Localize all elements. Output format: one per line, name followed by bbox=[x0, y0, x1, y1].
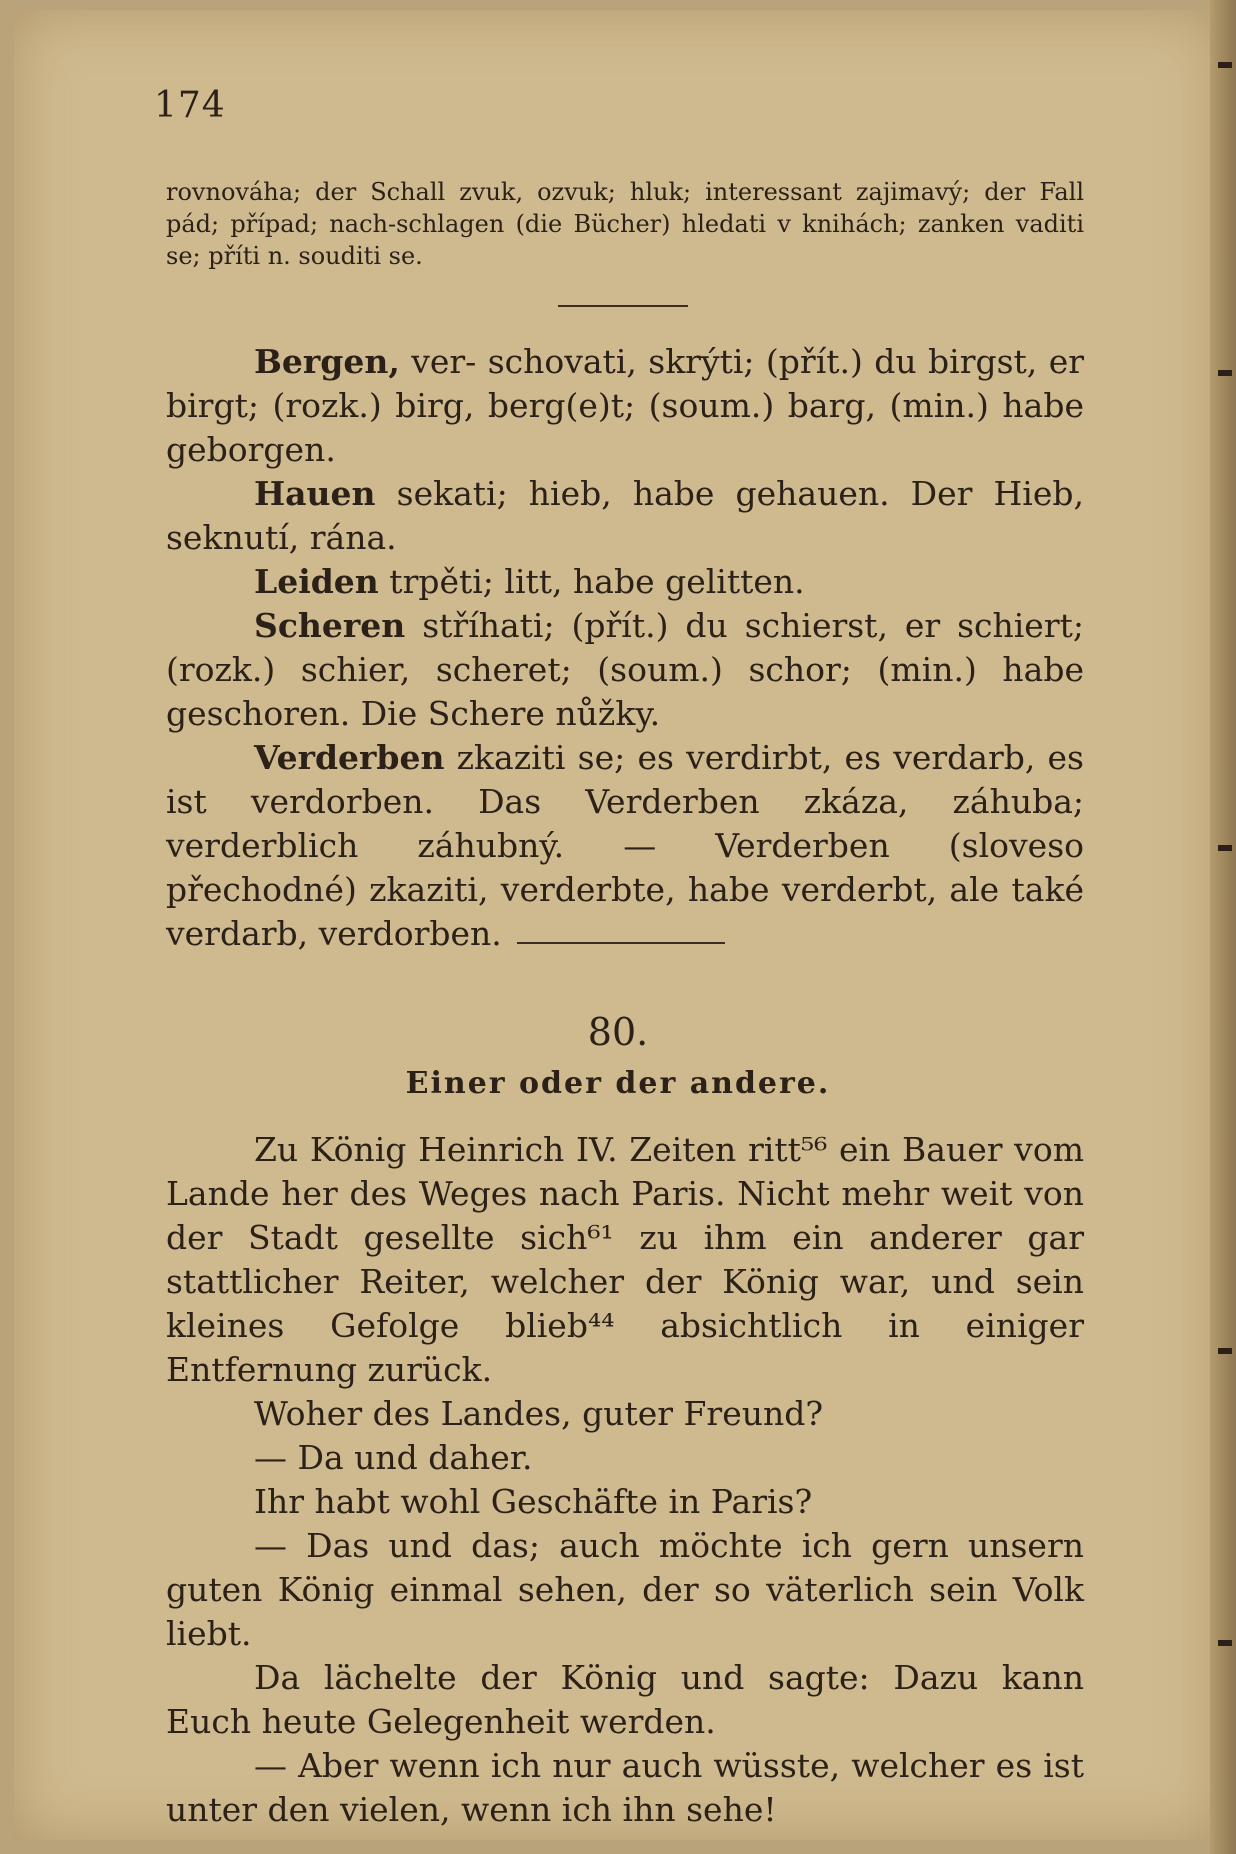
edge-mark bbox=[1218, 370, 1232, 376]
entry-text: stříhati; (přít.) du schierst, er schiert; (rozk.) schier, scheret; (soum.) schor; (min.) habe geschoren. Die Schere nůžky. bbox=[166, 606, 1084, 733]
entry-text: trpěti; litt, habe gelitten. bbox=[378, 562, 805, 601]
entry-text: sekati; hieb, habe gehauen. Der Hieb, seknutí, rána. bbox=[166, 474, 1084, 557]
entry-text: ver- schovati, skrýti; (přít.) du birgst, er birgt; (rozk.) birg, berg(e)t; (soum.) barg, (min.) habe geborgen. bbox=[166, 342, 1084, 469]
headword: Verderben bbox=[254, 738, 445, 777]
headword: Bergen, bbox=[254, 342, 400, 381]
headword: Leiden bbox=[254, 562, 379, 601]
paragraph: — Da und daher. bbox=[254, 1438, 533, 1477]
edge-mark bbox=[1218, 62, 1232, 68]
paragraph: — Aber wenn ich nur auch wüsste, welcher es ist unter den vielen, wenn ich ihn sehe! bbox=[166, 1746, 1084, 1829]
story-title: Einer oder der andere. bbox=[405, 1066, 831, 1101]
paragraph: Ihr habt wohl Geschäfte in Paris? bbox=[254, 1482, 813, 1521]
entry bbox=[166, 560, 1084, 604]
entry bbox=[166, 340, 1084, 472]
entry bbox=[166, 604, 1084, 736]
headword: Scheren bbox=[254, 606, 406, 645]
headword: Hauen bbox=[254, 474, 376, 513]
edge-mark bbox=[1218, 1640, 1232, 1646]
page-edge bbox=[1210, 0, 1236, 1854]
paragraph: — Das und das; auch möchte ich gern unsern guten König einmal sehen, der so väterlich sein Volk liebt. bbox=[166, 1526, 1084, 1653]
page-number: 174 bbox=[154, 85, 226, 126]
paragraph: Da lächelte der König und sagte: Dazu kann Euch heute Gelegenheit werden. bbox=[166, 1658, 1084, 1741]
entry bbox=[166, 472, 1084, 560]
entry-text: zkaziti se; es verdirbt, es verdarb, es ist verdorben. Das Verderben zkáza, záhuba; verderblich záhubný. — Verderben (sloveso přechodné) zkaziti, verderbte, habe verderbt, ale také verdarb, verdorben. bbox=[166, 738, 1084, 953]
divider bbox=[517, 942, 725, 944]
paragraph: Zu König Heinrich IV. Zeiten ritt⁵⁶ ein Bauer vom Lande her des Weges nach Paris. Nicht mehr weit von der Stadt gesellte sich⁶¹ zu ihm ein anderer gar stattlicher Reiter, welcher der König war, und sein kleines Gefolge blieb⁴⁴ absichtlich in einiger Entfernung zurück. bbox=[166, 1130, 1084, 1389]
vocabulary-entries bbox=[166, 340, 1084, 956]
paragraph: Woher des Landes, guter Freund? bbox=[254, 1394, 824, 1433]
edge-mark bbox=[1218, 1348, 1232, 1354]
story-text bbox=[166, 1128, 1084, 1832]
section-number: 80. bbox=[587, 1010, 649, 1054]
entry bbox=[166, 736, 1084, 956]
edge-mark bbox=[1218, 845, 1232, 851]
vocabulary-note: rovnováha; der Schall zvuk, ozvuk; hluk; interessant zajimavý; der Fall pád; případ; nach-schlagen (die Bücher) hledati v knihách; zanken vaditi se; příti n. souditi se. bbox=[166, 178, 1084, 270]
divider bbox=[558, 305, 688, 307]
